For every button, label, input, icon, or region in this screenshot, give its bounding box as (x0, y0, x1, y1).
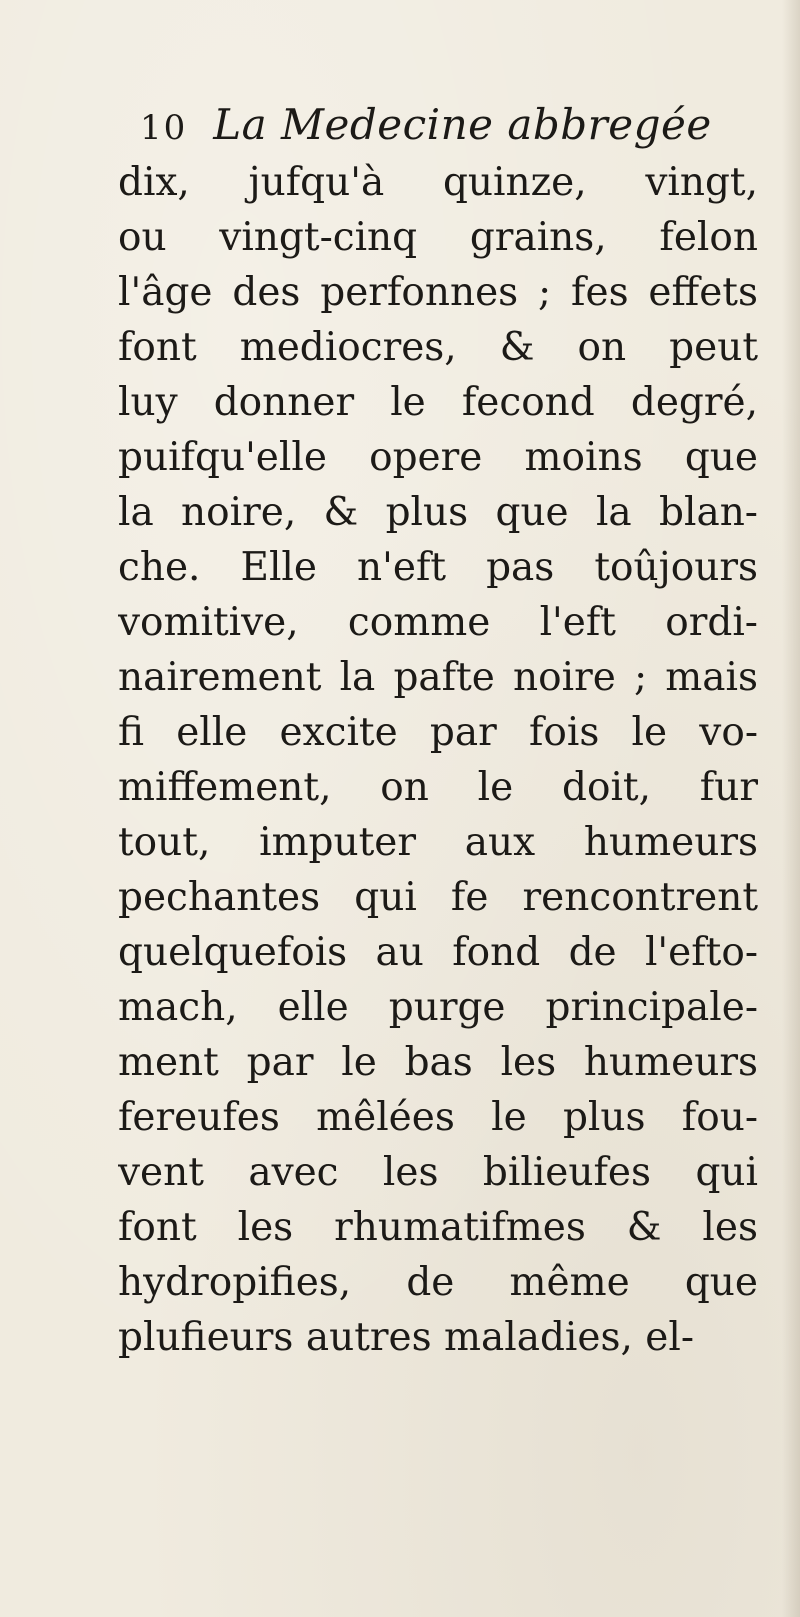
page-edge-shadow (782, 0, 800, 1617)
text-line: pechantes qui fe rencontrent (118, 875, 758, 920)
text-line: font les rhumatifmes & les (118, 1205, 758, 1250)
text-line: fereufes mêlées le plus fou- (118, 1095, 758, 1140)
text-line: vomitive, comme l'eft ordi- (118, 600, 758, 645)
running-head (140, 100, 712, 160)
text-line: luy donner le fecond degré, (118, 380, 758, 425)
text-line: tout, imputer aux humeurs (118, 820, 758, 865)
text-line: nairement la pafte noire ; mais (118, 655, 758, 700)
text-line: puifqu'elle opere moins que (118, 435, 758, 480)
text-line: la noire, & plus que la blan- (118, 490, 758, 535)
text-line: che. Elle n'eft pas toûjours (118, 545, 758, 590)
text-line: dix, jufqu'à quinze, vingt, (118, 160, 758, 205)
text-line: mach, elle purge principale- (118, 985, 758, 1030)
text-line: l'âge des perfonnes ; fes effets (118, 270, 758, 315)
text-line: vent avec les bilieufes qui (118, 1150, 758, 1195)
text-line: ment par le bas les humeurs (118, 1040, 758, 1085)
text-line: hydropifies, de même que (118, 1260, 758, 1305)
text-line: quelquefois au fond de l'efto- (118, 930, 758, 975)
body-text (118, 155, 758, 1365)
text-line: miffement, on le doit, fur (118, 765, 758, 810)
text-line: ou vingt-cinq grains, felon (118, 215, 758, 260)
text-line: plufieurs autres maladies, el- (118, 1315, 695, 1360)
text-line: font mediocres, & on peut (118, 325, 758, 370)
page-number: 10 (140, 108, 188, 148)
text-line: fi elle excite par fois le vo- (118, 710, 758, 755)
running-title: La Medecine abbregée (213, 100, 712, 149)
